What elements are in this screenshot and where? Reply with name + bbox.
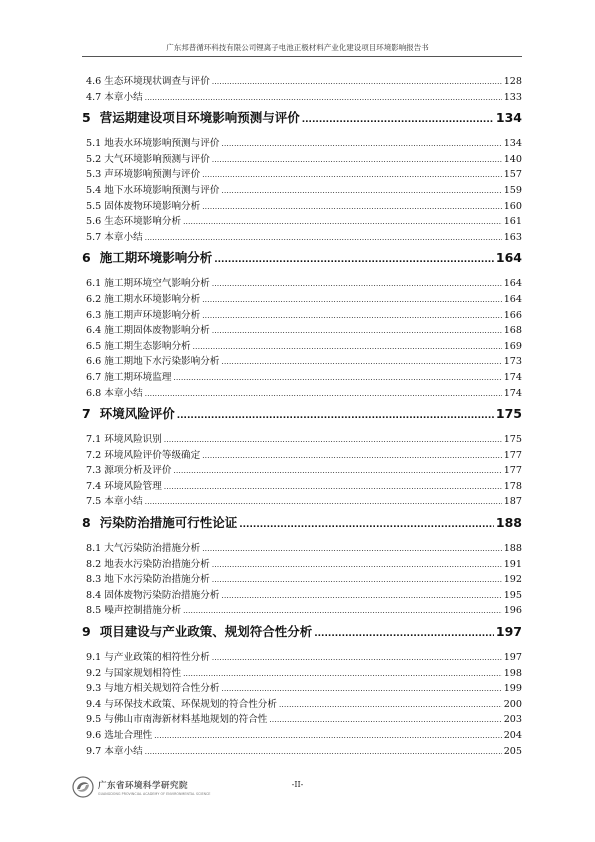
toc-entry-title — [82, 404, 175, 422]
toc-page-number: 168 — [503, 325, 522, 337]
toc-section-entry[interactable] — [82, 680, 522, 696]
toc-chapter-title: 营运期建设项目环境影响预测与评价 — [99, 110, 300, 126]
toc-page-number: 198 — [503, 667, 522, 679]
toc-section-entry[interactable] — [82, 540, 522, 556]
toc-entry-title — [82, 108, 300, 126]
toc-entry-title: 9.1 与产业政策的相符性分析 — [86, 652, 210, 664]
dot-leader — [202, 171, 501, 179]
toc-page-number: 140 — [503, 153, 522, 165]
toc-section-entry[interactable] — [82, 182, 522, 198]
toc-chapter-title: 环境风险评价 — [99, 406, 175, 422]
dot-leader — [183, 607, 502, 615]
toc-entry-title: 9.2 与国家规划相符性 — [86, 667, 182, 679]
toc-chapter-entry[interactable] — [82, 108, 522, 130]
toc-section-entry[interactable] — [82, 462, 522, 478]
toc-chapter-number: 7 — [82, 406, 91, 422]
toc-page-number: 188 — [495, 515, 522, 531]
toc-page-number: 197 — [503, 652, 522, 664]
toc-chapter-number: 6 — [82, 250, 91, 266]
dot-leader — [202, 452, 501, 460]
toc-page-number: 196 — [503, 605, 522, 617]
dot-leader — [221, 140, 501, 148]
toc-section-entry[interactable] — [82, 587, 522, 603]
toc-entry-title: 6.1 施工期环境空气影响分析 — [86, 278, 210, 290]
toc-entry-title: 4.7 本章小结 — [86, 91, 143, 103]
toc-entry-title — [82, 622, 312, 640]
toc-page-number: 128 — [503, 76, 522, 87]
toc-section-entry[interactable] — [82, 275, 522, 291]
toc-section-entry[interactable] — [82, 135, 522, 151]
toc-page-number: 160 — [503, 200, 522, 212]
toc-entry-title: 5.6 生态环境影响分析 — [86, 216, 182, 228]
toc-entry-title: 7.3 源项分析及评价 — [86, 465, 172, 477]
toc-page-number: 133 — [503, 91, 522, 103]
dot-leader — [202, 312, 501, 320]
toc-entry-title: 5.5 固体废物环境影响分析 — [86, 200, 201, 212]
toc-page-number: 177 — [503, 449, 522, 461]
dot-leader — [202, 296, 501, 304]
toc-page-number: 161 — [503, 216, 522, 228]
logo-name-en: GUANGDONG PROVINCIAL ACADEMY OF ENVIRONMENTAL SCIENCE — [98, 791, 211, 796]
toc-section-entry[interactable] — [82, 727, 522, 743]
toc-page-number: 174 — [503, 387, 522, 399]
dot-leader — [145, 390, 502, 398]
toc-entry-title: 5.1 地表水环境影响预测与评价 — [86, 138, 220, 150]
toc-section-entry[interactable] — [82, 556, 522, 572]
toc-entry-title: 9.7 本章小结 — [86, 745, 143, 757]
toc-page-number: 173 — [503, 356, 522, 368]
toc-section-entry[interactable] — [82, 353, 522, 369]
dot-leader — [154, 732, 501, 740]
toc-chapter-title: 施工期环境影响分析 — [99, 250, 213, 266]
toc-page-number: 164 — [503, 278, 522, 290]
toc-section-entry[interactable] — [82, 696, 522, 712]
table-of-contents — [82, 73, 522, 758]
toc-entry-title: 6.6 施工期地下水污染影响分析 — [86, 356, 220, 368]
dot-leader — [212, 327, 502, 335]
toc-section-entry[interactable] — [82, 385, 522, 401]
toc-section-entry[interactable] — [82, 89, 522, 105]
dot-leader — [173, 374, 501, 382]
dot-leader — [164, 483, 502, 491]
toc-section-entry[interactable] — [82, 229, 522, 245]
toc-section-entry[interactable] — [82, 151, 522, 167]
running-header: 广东邦普循环科技有限公司锂离子电池正极材料产业化建设项目环境影响报告书 — [166, 43, 429, 52]
dot-leader — [145, 748, 502, 756]
toc-section-entry[interactable] — [82, 447, 522, 463]
dot-leader — [212, 576, 502, 584]
toc-section-entry[interactable] — [82, 73, 522, 89]
toc-section-entry[interactable] — [82, 743, 522, 759]
toc-entry-title: 7.5 本章小结 — [86, 496, 143, 508]
dot-leader — [239, 520, 494, 530]
toc-page-number: 159 — [503, 184, 522, 196]
toc-section-entry[interactable] — [82, 478, 522, 494]
page-number: -II- — [291, 780, 304, 789]
toc-chapter-entry[interactable] — [82, 404, 522, 426]
dot-leader — [202, 545, 501, 553]
toc-page-number: 175 — [503, 434, 522, 446]
toc-entry-title: 5.2 大气环境影响预测与评价 — [86, 153, 210, 165]
toc-section-entry[interactable] — [82, 166, 522, 182]
header-rule — [82, 56, 522, 57]
dot-leader — [212, 280, 502, 288]
toc-chapter-entry[interactable] — [82, 622, 522, 644]
toc-entry-title: 7.2 环境风险评价等级确定 — [86, 449, 201, 461]
dot-leader — [212, 156, 502, 164]
toc-chapter-title: 项目建设与产业政策、规划符合性分析 — [99, 624, 313, 640]
toc-section-entry[interactable] — [82, 493, 522, 509]
toc-entry-title: 6.3 施工期声环境影响分析 — [86, 309, 201, 321]
dot-leader — [183, 670, 502, 678]
dot-leader — [221, 187, 501, 195]
toc-section-entry[interactable] — [82, 649, 522, 665]
toc-entry-title: 6.7 施工期环境监理 — [86, 371, 172, 383]
toc-page-number: 187 — [503, 496, 522, 508]
toc-chapter-entry[interactable] — [82, 248, 522, 270]
toc-section-entry[interactable] — [82, 338, 522, 354]
toc-page-number: 175 — [495, 406, 522, 422]
toc-section-entry[interactable] — [82, 571, 522, 587]
dot-leader — [221, 358, 501, 366]
dot-leader — [193, 343, 502, 351]
toc-page-number: 177 — [503, 465, 522, 477]
dot-leader — [212, 78, 502, 86]
toc-page-number: 163 — [503, 231, 522, 243]
toc-entry-title: 4.6 生态环境现状调查与评价 — [86, 76, 210, 87]
toc-chapter-number: 5 — [82, 110, 91, 126]
dot-leader — [269, 716, 501, 724]
toc-page-number: 164 — [495, 250, 522, 266]
dot-leader — [212, 561, 502, 569]
toc-entry-title — [82, 248, 212, 266]
dot-leader — [145, 498, 502, 506]
toc-page-number: 178 — [503, 480, 522, 492]
dot-leader — [279, 701, 502, 709]
toc-entry-title: 8.5 噪声控制措施分析 — [86, 605, 182, 617]
toc-entry-title: 9.3 与地方相关规划符合性分析 — [86, 683, 220, 695]
dot-leader — [212, 654, 502, 662]
toc-entry-title: 9.5 与佛山市南海新材料基地规划的符合性 — [86, 714, 268, 726]
dot-leader — [164, 436, 502, 444]
toc-section-entry[interactable] — [82, 431, 522, 447]
dot-leader — [214, 255, 494, 265]
toc-entry-title: 7.4 环境风险管理 — [86, 480, 162, 492]
toc-section-entry[interactable] — [82, 711, 522, 727]
toc-page-number: 174 — [503, 371, 522, 383]
toc-entry-title: 9.4 与环保技术政策、环保规划的符合性分析 — [86, 698, 277, 710]
toc-entry-title: 6.8 本章小结 — [86, 387, 143, 399]
toc-entry-title: 6.4 施工期固体废物影响分析 — [86, 325, 210, 337]
dot-leader — [177, 411, 494, 421]
toc-entry-title: 7.1 环境风险识别 — [86, 434, 162, 446]
toc-entry-title: 5.7 本章小结 — [86, 231, 143, 243]
dot-leader — [202, 203, 501, 211]
dot-leader — [145, 94, 502, 102]
toc-page-number: 195 — [503, 589, 522, 601]
dot-leader — [173, 467, 501, 475]
toc-chapter-number: 9 — [82, 624, 91, 640]
toc-entry-title: 9.6 选址合理性 — [86, 730, 153, 741]
toc-page-number: 191 — [503, 558, 522, 570]
toc-section-entry[interactable] — [82, 665, 522, 681]
toc-page-number: 166 — [503, 309, 522, 321]
dot-leader — [302, 115, 494, 125]
toc-entry-title: 6.2 施工期水环境影响分析 — [86, 293, 201, 305]
toc-section-entry[interactable] — [82, 602, 522, 618]
toc-entry-title: 5.3 声环境影响预测与评价 — [86, 169, 201, 181]
logo-name-cn: 广东省环境科学研究院 — [98, 780, 189, 791]
dot-leader — [314, 629, 494, 639]
toc-page-number: 197 — [495, 624, 522, 640]
dot-leader — [183, 218, 502, 226]
toc-entry-title: 6.5 施工期生态影响分析 — [86, 340, 191, 352]
dot-leader — [221, 592, 501, 600]
toc-page-number: 200 — [503, 698, 522, 710]
toc-section-entry[interactable] — [82, 291, 522, 307]
toc-page-number: 192 — [503, 574, 522, 586]
toc-entry-title: 8.4 固体废物污染防治措施分析 — [86, 589, 220, 601]
toc-page-number: 199 — [503, 683, 522, 695]
toc-page-number: 205 — [503, 745, 522, 757]
toc-section-entry[interactable] — [82, 213, 522, 229]
toc-section-entry[interactable] — [82, 307, 522, 323]
toc-section-entry[interactable] — [82, 198, 522, 214]
toc-page-number: 169 — [503, 340, 522, 352]
toc-page-number: 203 — [503, 714, 522, 726]
toc-entry-title: 8.2 地表水污染防治措施分析 — [86, 558, 210, 570]
dot-leader — [145, 234, 502, 242]
toc-page-number: 204 — [503, 730, 522, 741]
toc-page-number: 134 — [503, 138, 522, 150]
toc-page-number: 134 — [495, 110, 522, 126]
toc-chapter-entry[interactable] — [82, 513, 522, 535]
toc-page-number: 157 — [503, 169, 522, 181]
toc-section-entry[interactable] — [82, 369, 522, 385]
toc-page-number: 188 — [503, 543, 522, 555]
toc-chapter-title: 污染防治措施可行性论证 — [99, 515, 238, 531]
toc-chapter-number: 8 — [82, 515, 91, 531]
toc-entry-title: 5.4 地下水环境影响预测与评价 — [86, 184, 220, 196]
toc-entry-title: 8.3 地下水污染防治措施分析 — [86, 574, 210, 586]
toc-entry-title: 8.1 大气污染防治措施分析 — [86, 543, 201, 555]
toc-entry-title — [82, 513, 237, 531]
dot-leader — [221, 685, 501, 693]
toc-section-entry[interactable] — [82, 322, 522, 338]
toc-page-number: 164 — [503, 293, 522, 305]
